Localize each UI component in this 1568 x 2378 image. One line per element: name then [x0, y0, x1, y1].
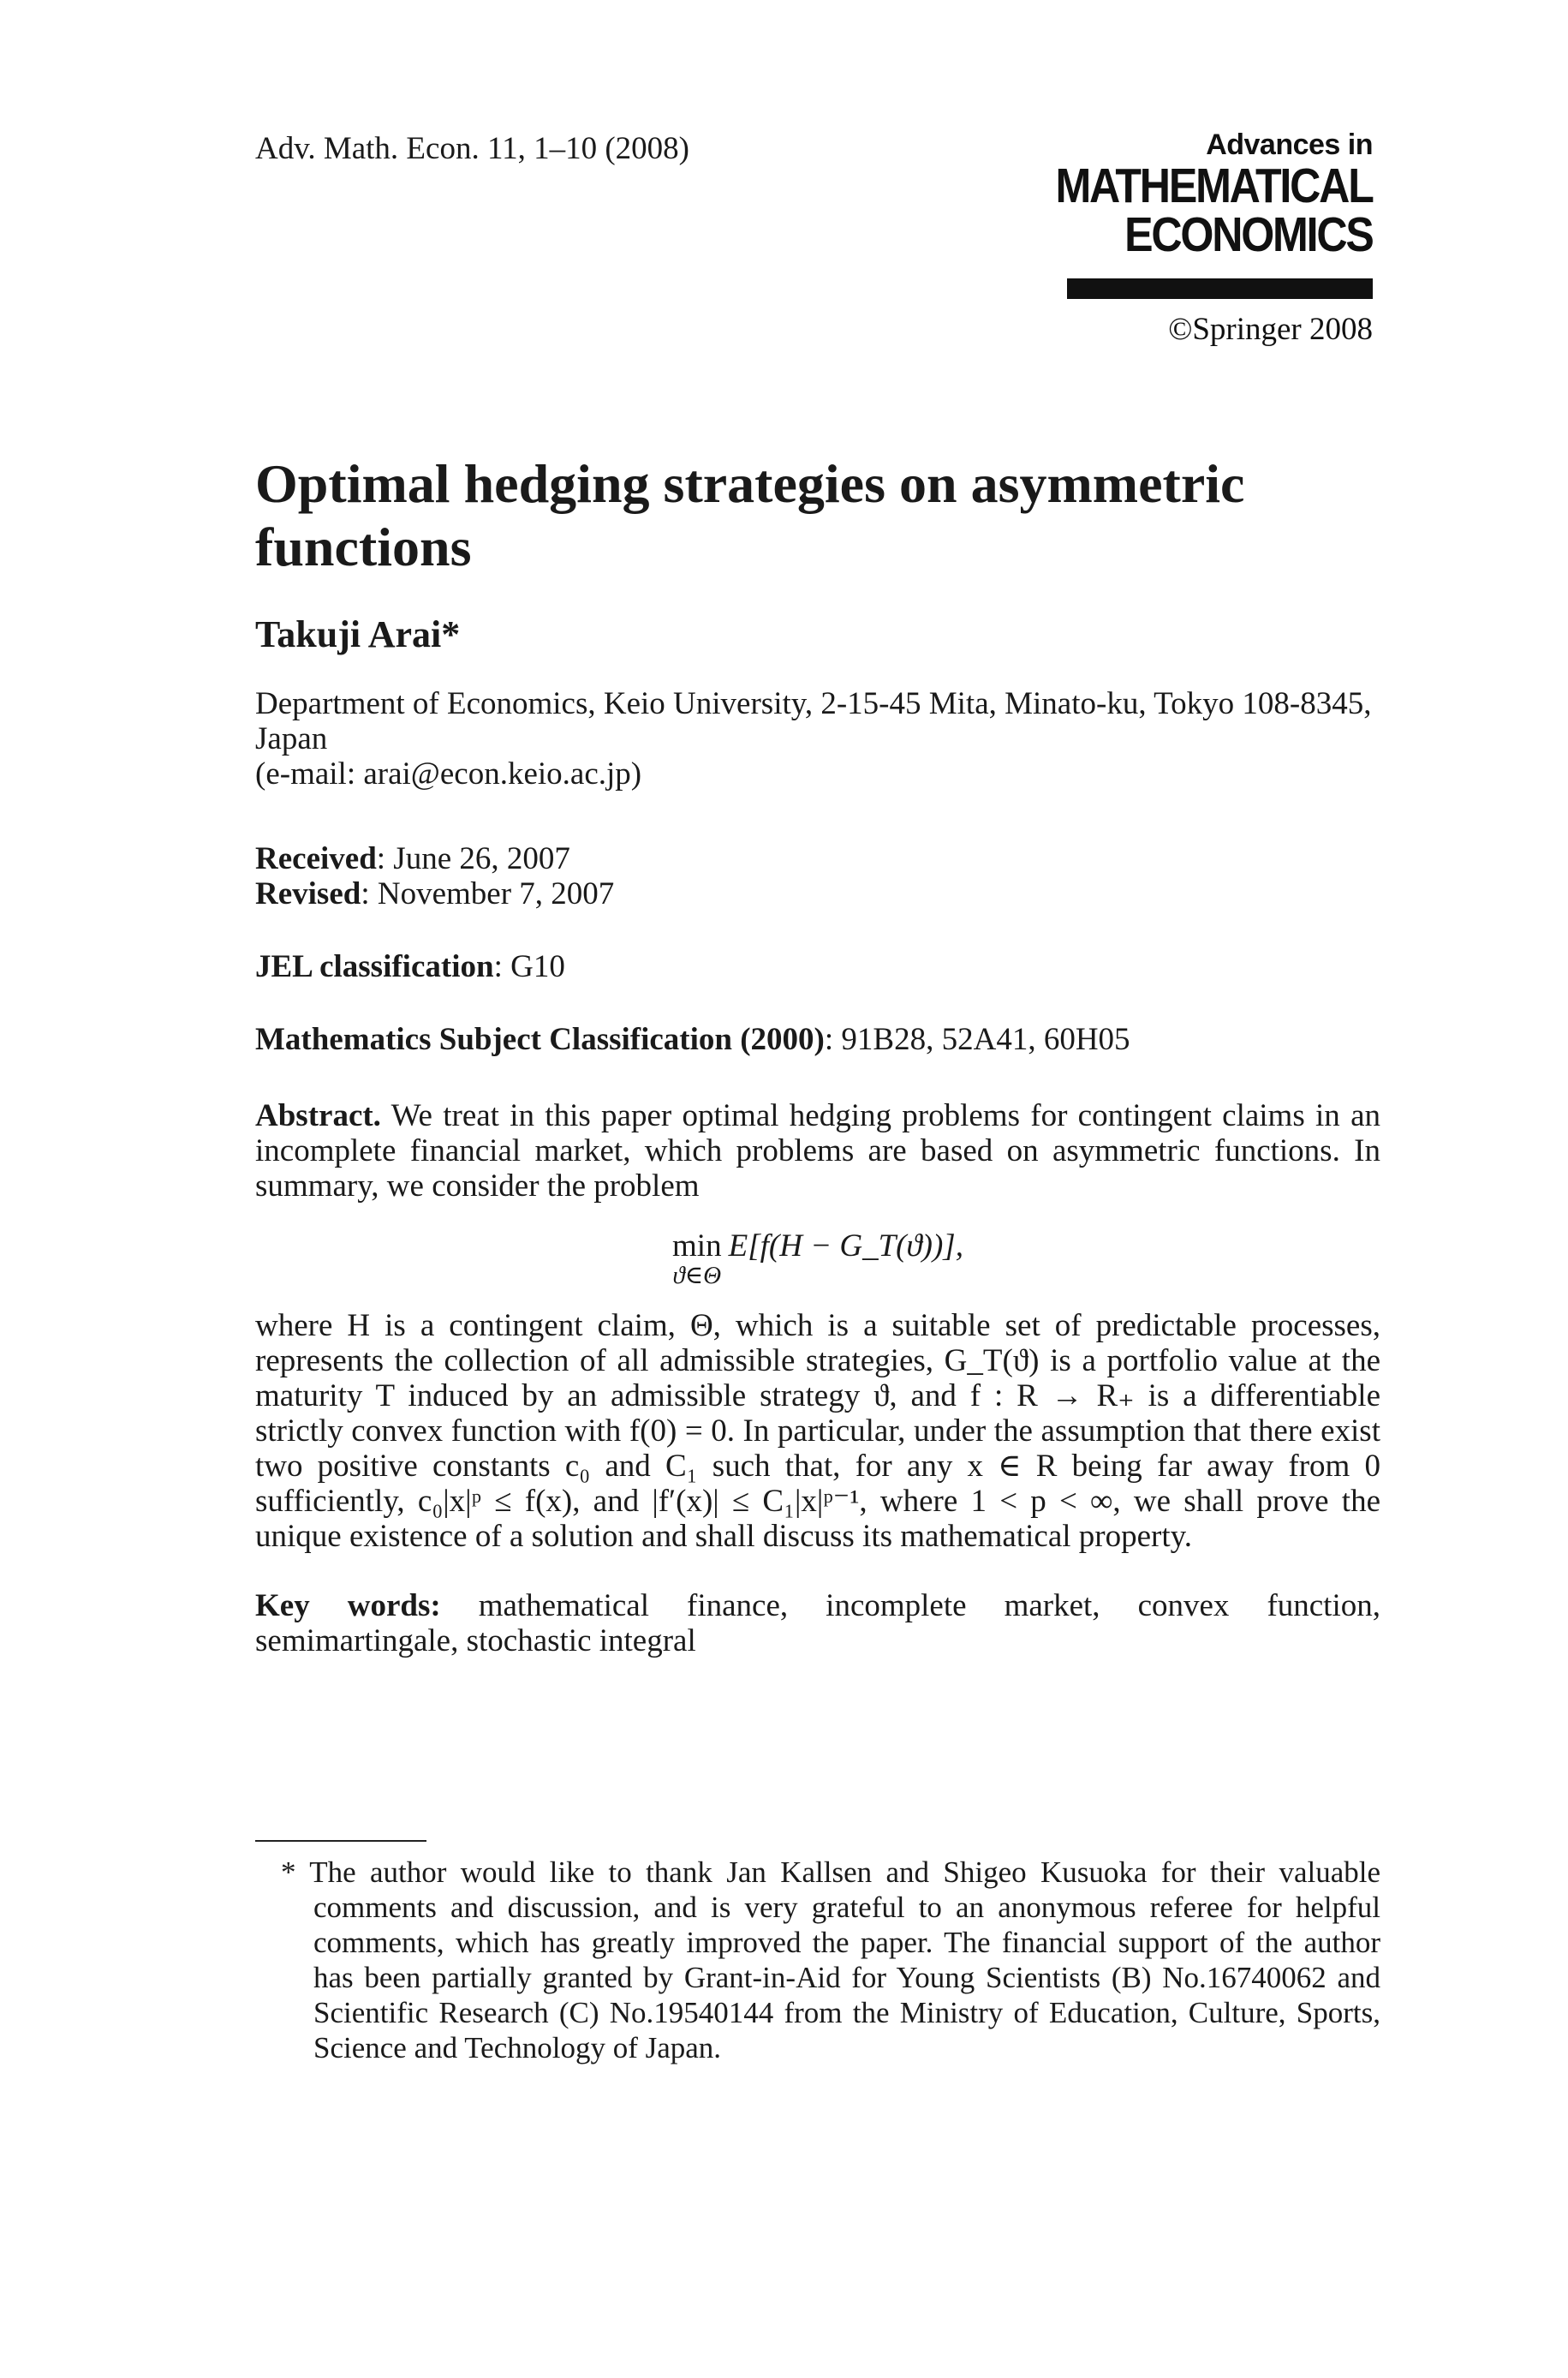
journal-logo-bar	[1067, 278, 1373, 299]
jel-value: : G10	[493, 949, 565, 984]
abstract-text-2: where H is a contingent claim, Θ, which is a suitable set of predictable processes, represents the collection of all admissible strategies, G_T(ϑ) is a portfolio value at the maturity T induced by an admissible strategy ϑ, and f : R → R₊ is a differentiable strictly convex function with f(0) = 0. In particular, under the assumption that there exist two positive constants c₀ and C₁ such that, for any x ∈ R being far away from 0 sufficiently, c₀|x|ᵖ ≤ f(x), and |f′(x)| ≤ C₁|x|ᵖ⁻¹, where 1 < p < ∞, we shall prove the unique existence of a solution and shall discuss its mathematical property.	[255, 1308, 1380, 1554]
display-formula	[255, 1229, 1380, 1288]
formula-subscript: ϑ∈Θ	[672, 1262, 722, 1289]
article-front-matter	[255, 452, 1380, 1658]
revised-label: Revised	[255, 876, 361, 911]
journal-logo	[1012, 128, 1373, 348]
msc-value: : 91B28, 52A41, 60H05	[824, 1022, 1130, 1057]
revised-value: : November 7, 2007	[361, 876, 615, 911]
affiliation	[255, 686, 1380, 792]
formula-body: E[f(H − G_T(ϑ))],	[728, 1228, 963, 1264]
received-label: Received	[255, 841, 377, 876]
msc-label: Mathematics Subject Classification (2000)	[255, 1022, 825, 1057]
author-email: (e-mail: arai@econ.keio.ac.jp)	[255, 756, 642, 792]
keywords-text: mathematical finance, incomplete market, convex function, semimartingale, stochastic integral	[255, 1588, 1380, 1658]
footnote: * The author would like to thank Jan Kallsen and Shigeo Kusuoka for their valuable comments and discussion, and is very grateful to an anonymous referee for helpful comments, which has greatly improved the paper. The financial support of the author has been partially granted by Grant-in-Aid for Young Scientists (B) No.16740062 and Scientific Research (C) No.19540144 from the Ministry of Education, Culture, Sports, Science and Technology of Japan.	[281, 1855, 1380, 2064]
keywords-label: Key words:	[255, 1588, 441, 1623]
journal-logo-line1: Advances in	[1206, 128, 1373, 161]
formula-min: min ϑ∈Θ	[672, 1228, 722, 1289]
received-date	[255, 841, 1380, 876]
msc-classification	[255, 1022, 1380, 1057]
affiliation-address: Department of Economics, Keio University, 2-15-45 Mita, Minato-ku, Tokyo 108-8345, Japan	[255, 686, 1372, 756]
dates	[255, 841, 1380, 911]
jel-label: JEL classification	[255, 949, 494, 984]
journal-citation: Adv. Math. Econ. 11, 1–10 (2008)	[255, 131, 689, 166]
keywords	[255, 1588, 1380, 1658]
abstract	[255, 1098, 1380, 1204]
received-value: : June 26, 2007	[376, 841, 570, 876]
journal-logo-line3: ECONOMICS	[1124, 207, 1373, 262]
footnote-rule	[255, 1840, 426, 1842]
copyright: ©Springer 2008	[1168, 312, 1373, 347]
jel-classification	[255, 949, 1380, 984]
abstract-label: Abstract.	[255, 1098, 381, 1133]
revised-date	[255, 876, 1380, 911]
paper-title: Optimal hedging strategies on asymmetric functions	[255, 453, 1245, 577]
abstract-text-1: We treat in this paper optimal hedging problems for contingent claims in an incomplete financial market, which problems are based on asymmetric functions. In summary, we consider the problem	[255, 1098, 1380, 1204]
author-name: Takuji Arai*	[255, 613, 461, 655]
journal-logo-line2: MATHEMATICAL	[1055, 158, 1373, 213]
